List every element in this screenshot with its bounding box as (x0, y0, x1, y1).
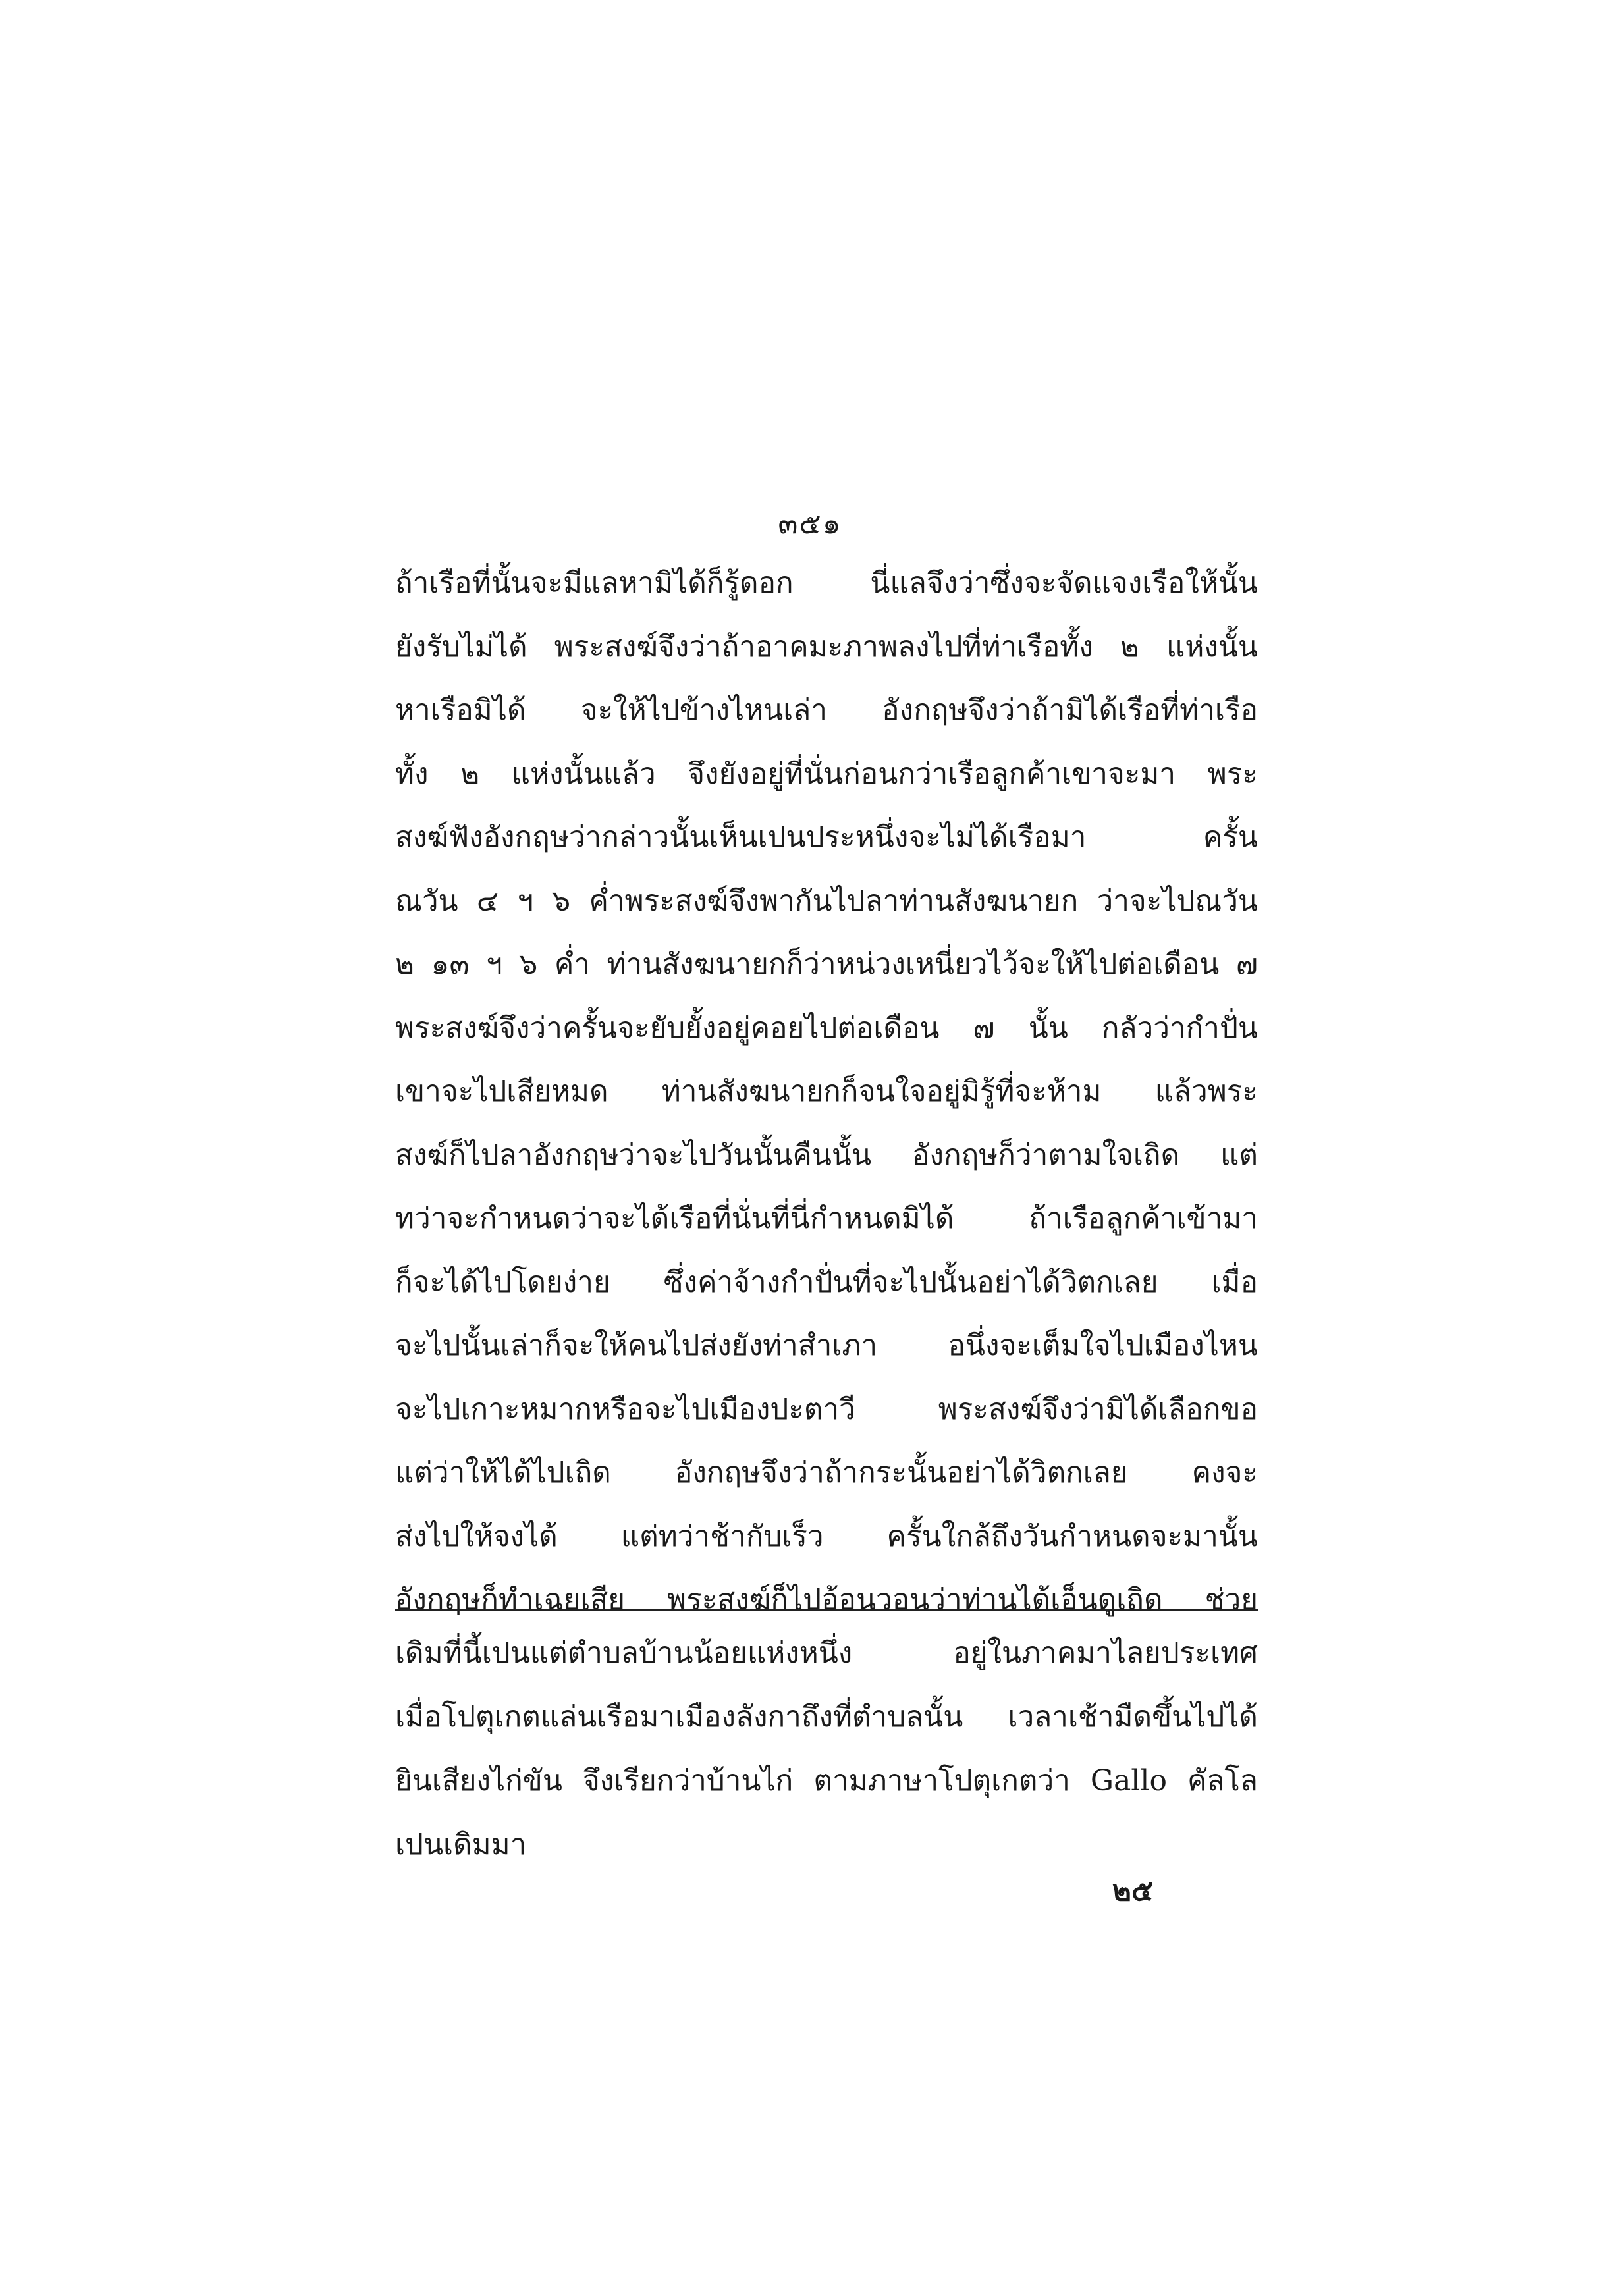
text-line: อังกฤษก็ทำเฉยเสีย พระสงฆ์ก็ไปอ้อนวอนว่าท่านได้เอ็นดูเถิด ช่วย (395, 1583, 1258, 1616)
text-line: สงฆ์ฟังอังกฤษว่ากล่าวนั้นเห็นเปนประหนึ่งจะไม่ได้เรือมา ครั้น (395, 820, 1258, 854)
footnote-line: เมื่อโปตุเกตแล่นเรือมาเมืองลังกาถึงที่ตำบลนั้น เวลาเช้ามืดขึ้นไปได้ (395, 1700, 1258, 1734)
page-number: ๓๕๑ (778, 507, 842, 541)
text-line: แต่ว่าให้ได้ไปเถิด อังกฤษจึงว่าถ้ากระนั้นอย่าได้วิตกเลย คงจะ (395, 1456, 1258, 1489)
text-line: ถ้าเรือที่นั้นจะมีแลหามิได้ก็รู้ดอก นี่แลจึงว่าซึ่งจะจัดแจงเรือให้นั้น (395, 566, 1258, 600)
text-line: ทว่าจะกำหนดว่าจะได้เรือที่นั่นที่นี่กำหนดมิได้ ถ้าเรือลูกค้าเข้ามา (395, 1202, 1258, 1235)
footnote-divider (395, 1609, 1258, 1611)
text-line: พระสงฆ์จึงว่าครั้นจะยับยั้งอยู่คอยไปต่อเดือน ๗ นั้น กลัวว่ากำปั่น (395, 1011, 1258, 1045)
text-line: หาเรือมิได้ จะให้ไปข้างไหนเล่า อังกฤษจึงว่าถ้ามิได้เรือที่ท่าเรือ (395, 693, 1258, 727)
signature-mark: ๒๕ (1112, 1874, 1154, 1908)
text-line: ยังรับไม่ได้ พระสงฆ์จึงว่าถ้าอาคมะภาพลงไปที่ท่าเรือทั้ง ๒ แห่งนั้น (395, 629, 1258, 664)
footnote-line: เดิมที่นี้เปนแต่ตำบลบ้านน้อยแห่งหนึ่ง อยู่ในภาคมาไลยประเทศ (395, 1636, 1258, 1670)
body-text (395, 552, 1258, 1632)
text-line: จะไปเกาะหมากหรือจะไปเมืองปะตาวี พระสงฆ์จึงว่ามิได้เลือกขอ (395, 1392, 1258, 1426)
text-line: สงฆ์ก็ไปลาอังกฤษว่าจะไปวันนั้นคืนนั้น อังกฤษก็ว่าตามใจเถิด แต่ (395, 1138, 1258, 1172)
text-line: เขาจะไปเสียหมด ท่านสังฆนายกก็จนใจอยู่มิรู้ที่จะห้าม แล้วพระ (395, 1075, 1258, 1108)
text-line: ส่งไปให้จงได้ แต่ทว่าช้ากับเร็ว ครั้นใกล้ถึงวันกำหนดจะมานั้น (395, 1519, 1258, 1553)
text-line: ทั้ง ๒ แห่งนั้นแล้ว จึงยังอยู่ที่นั่นก่อนกว่าเรือลูกค้าเขาจะมา พระ (395, 757, 1258, 791)
text-line: ณวัน ๔ ฯ ๖ ค่ำพระสงฆ์จึงพากันไปลาท่านสังฆนายก ว่าจะไปณวัน (395, 884, 1258, 918)
footnote-line: ยินเสียงไก่ขัน จึงเรียกว่าบ้านไก่ ตามภาษาโปตุเกตว่า Gallo คัลโล (395, 1764, 1258, 1798)
text-line: ๒ ๑๓ ฯ ๖ ค่ำ ท่านสังฆนายกก็ว่าหน่วงเหนี่ยวไว้จะให้ไปต่อเดือน ๗ (395, 948, 1258, 981)
footnote-line: เปนเดิมมา (395, 1828, 527, 1861)
text-line: จะไปนั้นเล่าก็จะให้คนไปส่งยังท่าสำเภา อนึ่งจะเต็มใจไปเมืองไหน (395, 1329, 1258, 1362)
footnote (395, 1621, 1258, 1877)
text-line: ก็จะได้ไปโดยง่าย ซึ่งค่าจ้างกำปั่นที่จะไปนั้นอย่าได้วิตกเลย เมื่อ (395, 1265, 1258, 1299)
